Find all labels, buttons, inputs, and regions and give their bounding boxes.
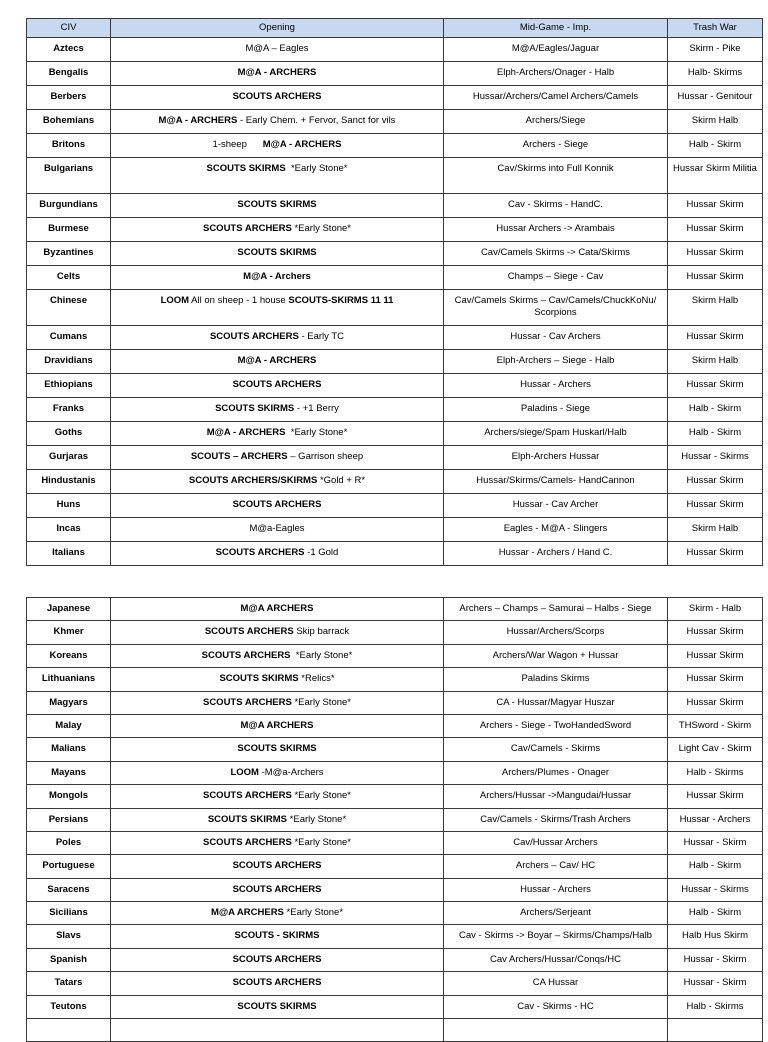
civ-name-cell: Bohemians: [27, 110, 111, 134]
mid-game-cell: Cav - Skirms - HandC.: [444, 194, 668, 218]
opening-segment: *Early Stone*: [290, 649, 353, 661]
mid-game-cell: Eagles - M@A - Slingers: [444, 518, 668, 542]
table-row: [27, 38, 763, 62]
civ-name-cell: Slavs: [27, 925, 111, 948]
opening-segment: SCOUTS SKIRMS: [237, 199, 317, 210]
civ-name-cell: Lithuanians: [27, 668, 111, 691]
table-row: [27, 691, 763, 714]
table-row: [27, 808, 763, 831]
opening-segment: SCOUTS SKIRMS: [207, 813, 288, 825]
opening-cell: [111, 134, 444, 158]
table-row: [27, 290, 763, 326]
table-row: [27, 326, 763, 350]
opening-segment: *Relics*: [298, 673, 335, 685]
mid-game-cell: Hussar/Skirms/Camels- HandCannon: [444, 470, 668, 494]
table-row: [27, 878, 763, 901]
opening-segment: SCOUTS ARCHERS: [202, 836, 292, 848]
trash-war-cell: Hussar Skirm: [668, 194, 763, 218]
mid-game-cell: Hussar - Cav Archer: [444, 494, 668, 518]
table-row: [27, 494, 763, 518]
header-trash-war: Trash War: [668, 19, 763, 38]
trash-war-cell: Halb - Skirm: [668, 398, 763, 422]
opening-segment: SCOUTS ARCHERS: [209, 331, 299, 342]
table-row: [27, 470, 763, 494]
opening-cell: [111, 494, 444, 518]
trash-war-cell: Hussar Skirm: [668, 668, 763, 691]
opening-segment: *Gold + R*: [317, 475, 366, 486]
opening-cell: [111, 398, 444, 422]
opening-segment: SCOUTS SKIRMS: [215, 403, 295, 414]
civ-name-cell: Bulgarians: [27, 158, 111, 194]
trash-war-cell: Hussar Skirm: [668, 218, 763, 242]
trash-war-cell: Halb - Skirm: [668, 855, 763, 878]
table-row: [27, 158, 763, 194]
header-mid-game: Mid-Game - Imp.: [444, 19, 668, 38]
trash-war-cell: Hussar Skirm: [668, 494, 763, 518]
opening-cell: [111, 62, 444, 86]
civ-name-cell: Portuguese: [27, 855, 111, 878]
opening-segment: M@A – Eagles: [245, 43, 309, 54]
civ-name-cell: Saracens: [27, 878, 111, 901]
opening-segment: M@A ARCHERS: [240, 719, 314, 731]
opening-segment: *Early Stone*: [291, 836, 351, 848]
opening-cell: [111, 542, 444, 566]
civ-name-cell: Japanese: [27, 598, 111, 621]
opening-segment: M@A ARCHERS: [240, 603, 314, 614]
civ-name-cell: [27, 1019, 111, 1042]
mid-game-cell: Archers - Siege: [444, 134, 668, 158]
opening-segment: All on sheep - 1 house: [189, 295, 289, 306]
mid-game-cell: Archers - Siege - TwoHandedSword: [444, 714, 668, 737]
opening-segment: SCOUTS ARCHERS: [204, 626, 294, 638]
mid-game-cell: Elph-Archers – Siege - Halb: [444, 350, 668, 374]
trash-war-cell: Halb - Skirms: [668, 995, 763, 1018]
table-row: [27, 422, 763, 446]
table-row: [27, 86, 763, 110]
opening-cell: [111, 266, 444, 290]
civ-name-cell: Burmese: [27, 218, 111, 242]
opening-segment: SCOUTS SKIRMS: [237, 743, 317, 755]
mid-game-cell: CA - Hussar/Magyar Huszar: [444, 691, 668, 714]
opening-segment: SCOUTS - SKIRMS: [234, 930, 320, 942]
opening-segment: *Early Stone*: [287, 813, 347, 825]
table-row: [27, 374, 763, 398]
table-row: [27, 194, 763, 218]
table-row: [27, 831, 763, 854]
opening-segment: SCOUTS ARCHERS: [232, 379, 322, 390]
trash-war-cell: Hussar Skirm: [668, 374, 763, 398]
civ-name-cell: Spanish: [27, 948, 111, 971]
opening-cell: [111, 902, 444, 925]
table-row: [27, 350, 763, 374]
civ-name-cell: Goths: [27, 422, 111, 446]
civ-name-cell: Incas: [27, 518, 111, 542]
opening-segment: SCOUTS ARCHERS: [215, 547, 305, 558]
table-row: [27, 738, 763, 761]
opening-segment: - Early Chem. + Fervor, Sanct for vils: [237, 115, 396, 126]
opening-cell: [111, 326, 444, 350]
opening-segment: -M@a-Archers: [258, 766, 324, 778]
mid-game-cell: Hussar - Archers / Hand C.: [444, 542, 668, 566]
trash-war-cell: Hussar Skirm: [668, 542, 763, 566]
opening-segment: 1-sheep: [212, 139, 263, 150]
opening-cell: [111, 691, 444, 714]
table-row: [27, 134, 763, 158]
civ-name-cell: Bengalis: [27, 62, 111, 86]
opening-cell: [111, 374, 444, 398]
opening-cell: [111, 855, 444, 878]
trash-war-cell: Skirm Halb: [668, 110, 763, 134]
mid-game-cell: Hussar/Archers/Scorps: [444, 621, 668, 644]
civ-name-cell: Chinese: [27, 290, 111, 326]
opening-segment: SCOUTS ARCHERS: [232, 883, 322, 895]
mid-game-cell: Paladins - Siege: [444, 398, 668, 422]
header-row: [27, 19, 763, 38]
opening-segment: SCOUTS ARCHERS: [232, 499, 322, 510]
opening-cell: [111, 194, 444, 218]
opening-segment: SCOUTS ARCHERS: [201, 649, 291, 661]
table-row: [27, 218, 763, 242]
opening-cell: [111, 785, 444, 808]
table-row: [27, 242, 763, 266]
opening-segment: M@A ARCHERS: [210, 907, 284, 919]
opening-segment: SCOUTS ARCHERS: [232, 91, 322, 102]
table-row: [27, 62, 763, 86]
mid-game-cell: Cav/Camels Skirms – Cav/Camels/ChuckKoNu/ Scorpions: [444, 290, 668, 326]
opening-segment: M@A - ARCHERS: [262, 139, 342, 150]
mid-game-cell: Archers/Siege: [444, 110, 668, 134]
opening-segment: SCOUTS ARCHERS/SKIRMS: [188, 475, 318, 486]
mid-game-cell: Hussar - Cav Archers: [444, 326, 668, 350]
trash-war-cell: Hussar Skirm: [668, 644, 763, 667]
trash-war-cell: Halb- Skirms: [668, 62, 763, 86]
trash-war-cell: Halb Hus Skirm: [668, 925, 763, 948]
opening-cell: [111, 158, 444, 194]
trash-war-cell: Hussar Skirm: [668, 242, 763, 266]
trash-war-cell: THSword - Skirm: [668, 714, 763, 737]
civ-name-cell: Burgundians: [27, 194, 111, 218]
civ-name-cell: Poles: [27, 831, 111, 854]
trash-war-cell: Skirm Halb: [668, 290, 763, 326]
civ-name-cell: Persians: [27, 808, 111, 831]
opening-cell: [111, 995, 444, 1018]
civ-name-cell: Berbers: [27, 86, 111, 110]
opening-cell: [111, 972, 444, 995]
opening-segment: *Early Stone*: [291, 696, 351, 708]
opening-segment: SCOUTS ARCHERS: [232, 953, 322, 965]
mid-game-cell: [444, 1019, 668, 1042]
opening-segment: SCOUTS SKIRMS: [206, 163, 286, 174]
mid-game-cell: Elph-Archers/Onager - Halb: [444, 62, 668, 86]
mid-game-cell: Paladins Skirms: [444, 668, 668, 691]
header-civ: CIV: [27, 19, 111, 38]
trash-war-cell: Halb - Skirm: [668, 902, 763, 925]
opening-cell: [111, 738, 444, 761]
civ-name-cell: Celts: [27, 266, 111, 290]
table-row: [27, 668, 763, 691]
opening-segment: *Early Stone*: [285, 163, 348, 174]
opening-segment: LOOM: [230, 766, 259, 778]
table-row: [27, 446, 763, 470]
opening-segment: SCOUTS ARCHERS: [232, 860, 322, 872]
opening-segment: – Garrison sheep: [287, 451, 364, 462]
trash-war-cell: Hussar - Skirm: [668, 972, 763, 995]
mid-game-cell: Archers – Champs – Samurai – Halbs - Siege: [444, 598, 668, 621]
trash-war-cell: Hussar Skirm: [668, 621, 763, 644]
opening-cell: [111, 621, 444, 644]
opening-cell: [111, 518, 444, 542]
civ-name-cell: Franks: [27, 398, 111, 422]
opening-segment: M@A - ARCHERS: [237, 355, 317, 366]
header-opening: Opening: [111, 19, 444, 38]
opening-cell: [111, 422, 444, 446]
civ-name-cell: Huns: [27, 494, 111, 518]
table-row: [27, 714, 763, 737]
mid-game-cell: CA Hussar: [444, 972, 668, 995]
civ-strategy-table-1: [26, 18, 763, 566]
opening-cell: [111, 1019, 444, 1042]
opening-cell: [111, 644, 444, 667]
civ-name-cell: Tatars: [27, 972, 111, 995]
trash-war-cell: Skirm Halb: [668, 518, 763, 542]
civ-name-cell: Aztecs: [27, 38, 111, 62]
opening-cell: [111, 878, 444, 901]
opening-segment: M@A - ARCHERS: [237, 67, 317, 78]
opening-cell: [111, 470, 444, 494]
mid-game-cell: Archers/Serjeant: [444, 902, 668, 925]
civ-name-cell: Magyars: [27, 691, 111, 714]
table-row: [27, 902, 763, 925]
trash-war-cell: Skirm Halb: [668, 350, 763, 374]
civ-name-cell: Mayans: [27, 761, 111, 784]
trash-war-cell: Hussar - Skirm: [668, 831, 763, 854]
trash-war-cell: Hussar - Archers: [668, 808, 763, 831]
opening-segment: - +1 Berry: [294, 403, 339, 414]
mid-game-cell: Archers/Plumes - Onager: [444, 761, 668, 784]
opening-segment: SCOUTS SKIRMS: [219, 673, 299, 685]
table-row: [27, 110, 763, 134]
civ-name-cell: Koreans: [27, 644, 111, 667]
civ-name-cell: Sicilians: [27, 902, 111, 925]
mid-game-cell: Cav/Camels - Skirms: [444, 738, 668, 761]
opening-cell: [111, 218, 444, 242]
opening-segment: *Early Stone*: [291, 790, 351, 802]
civ-strategy-table-2: [26, 597, 763, 1042]
table-row: [27, 644, 763, 667]
opening-segment: SCOUTS SKIRMS: [237, 247, 317, 258]
opening-segment: SCOUTS-SKIRMS 11 11: [288, 295, 394, 306]
mid-game-cell: Hussar - Archers: [444, 374, 668, 398]
table-row: [27, 855, 763, 878]
civ-name-cell: Teutons: [27, 995, 111, 1018]
trash-war-cell: Hussar Skirm Militia: [668, 158, 763, 194]
opening-cell: [111, 598, 444, 621]
opening-segment: *Early Stone*: [285, 427, 348, 438]
opening-cell: [111, 831, 444, 854]
trash-war-cell: Skirm - Pike: [668, 38, 763, 62]
opening-segment: SCOUTS ARCHERS: [232, 977, 322, 989]
trash-war-cell: Hussar Skirm: [668, 266, 763, 290]
table-row: [27, 398, 763, 422]
mid-game-cell: Cav - Skirms -> Boyar – Skirms/Champs/Halb: [444, 925, 668, 948]
civ-name-cell: Byzantines: [27, 242, 111, 266]
table-row: [27, 925, 763, 948]
civ-name-cell: Khmer: [27, 621, 111, 644]
opening-cell: [111, 242, 444, 266]
opening-cell: [111, 350, 444, 374]
mid-game-cell: Cav/Camels - Skirms/Trash Archers: [444, 808, 668, 831]
trash-war-cell: Hussar - Skirm: [668, 948, 763, 971]
trash-war-cell: Halb - Skirm: [668, 422, 763, 446]
civ-name-cell: Italians: [27, 542, 111, 566]
mid-game-cell: Cav/Hussar Archers: [444, 831, 668, 854]
trash-war-cell: Hussar - Skirms: [668, 446, 763, 470]
trash-war-cell: Halb - Skirm: [668, 134, 763, 158]
mid-game-cell: M@A/Eagles/Jaguar: [444, 38, 668, 62]
opening-segment: Skip barrack: [293, 626, 350, 638]
opening-cell: [111, 714, 444, 737]
trash-war-cell: Hussar Skirm: [668, 326, 763, 350]
opening-cell: [111, 808, 444, 831]
civ-name-cell: Malians: [27, 738, 111, 761]
table-row: [27, 995, 763, 1018]
opening-segment: M@A - Archers: [243, 271, 311, 282]
opening-segment: LOOM: [160, 295, 190, 306]
opening-cell: [111, 290, 444, 326]
table-row: [27, 621, 763, 644]
opening-cell: [111, 86, 444, 110]
opening-segment: M@a-Eagles: [249, 523, 305, 534]
trash-war-cell: Hussar - Skirms: [668, 878, 763, 901]
mid-game-cell: Champs – Siege - Cav: [444, 266, 668, 290]
mid-game-cell: Archers/War Wagon + Hussar: [444, 644, 668, 667]
table-row: [27, 972, 763, 995]
civ-name-cell: Cumans: [27, 326, 111, 350]
mid-game-cell: Hussar/Archers/Camel Archers/Camels: [444, 86, 668, 110]
trash-war-cell: Halb - Skirms: [668, 761, 763, 784]
table-row: [27, 948, 763, 971]
table-row: [27, 761, 763, 784]
opening-segment: SCOUTS – ARCHERS: [190, 451, 288, 462]
opening-segment: *Early Stone*: [283, 907, 344, 919]
table-row: [27, 598, 763, 621]
opening-segment: -1 Gold: [304, 547, 339, 558]
mid-game-cell: Elph-Archers Hussar: [444, 446, 668, 470]
table-row: [27, 518, 763, 542]
opening-segment: SCOUTS ARCHERS: [202, 223, 292, 234]
trash-war-cell: Hussar - Genitour: [668, 86, 763, 110]
opening-segment: - Early TC: [298, 331, 345, 342]
mid-game-cell: Cav/Skirms into Full Konnik: [444, 158, 668, 194]
opening-segment: SCOUTS ARCHERS: [202, 790, 292, 802]
trash-war-cell: Skirm - Halb: [668, 598, 763, 621]
table-row: [27, 542, 763, 566]
opening-cell: [111, 668, 444, 691]
mid-game-cell: Archers – Cav/ HC: [444, 855, 668, 878]
mid-game-cell: Cav Archers/Hussar/Conqs/HC: [444, 948, 668, 971]
civ-name-cell: Malay: [27, 714, 111, 737]
civ-name-cell: Mongols: [27, 785, 111, 808]
trash-war-cell: Hussar Skirm: [668, 691, 763, 714]
mid-game-cell: Hussar Archers -> Arambais: [444, 218, 668, 242]
civ-name-cell: Britons: [27, 134, 111, 158]
mid-game-cell: Archers/siege/Spam Huskarl/Halb: [444, 422, 668, 446]
opening-segment: M@A - ARCHERS: [206, 427, 286, 438]
mid-game-cell: Archers/Hussar ->Mangudai/Hussar: [444, 785, 668, 808]
table-row: [27, 1019, 763, 1042]
opening-cell: [111, 38, 444, 62]
trash-war-cell: Light Cav - Skirm: [668, 738, 763, 761]
mid-game-cell: Cav/Camels Skirms -> Cata/Skirms: [444, 242, 668, 266]
opening-cell: [111, 110, 444, 134]
opening-cell: [111, 948, 444, 971]
opening-cell: [111, 761, 444, 784]
civ-name-cell: Hindustanis: [27, 470, 111, 494]
civ-name-cell: Ethiopians: [27, 374, 111, 398]
trash-war-cell: [668, 1019, 763, 1042]
civ-name-cell: Gurjaras: [27, 446, 111, 470]
opening-segment: M@A - ARCHERS: [158, 115, 238, 126]
opening-segment: SCOUTS ARCHERS: [202, 696, 292, 708]
opening-segment: SCOUTS SKIRMS: [237, 1000, 317, 1012]
opening-segment: *Early Stone*: [291, 223, 351, 234]
trash-war-cell: Hussar Skirm: [668, 470, 763, 494]
opening-cell: [111, 446, 444, 470]
mid-game-cell: Hussar - Archers: [444, 878, 668, 901]
trash-war-cell: Hussar Skirm: [668, 785, 763, 808]
table-row: [27, 785, 763, 808]
mid-game-cell: Cav - Skirms - HC: [444, 995, 668, 1018]
opening-cell: [111, 925, 444, 948]
table-row: [27, 266, 763, 290]
civ-name-cell: Dravidians: [27, 350, 111, 374]
